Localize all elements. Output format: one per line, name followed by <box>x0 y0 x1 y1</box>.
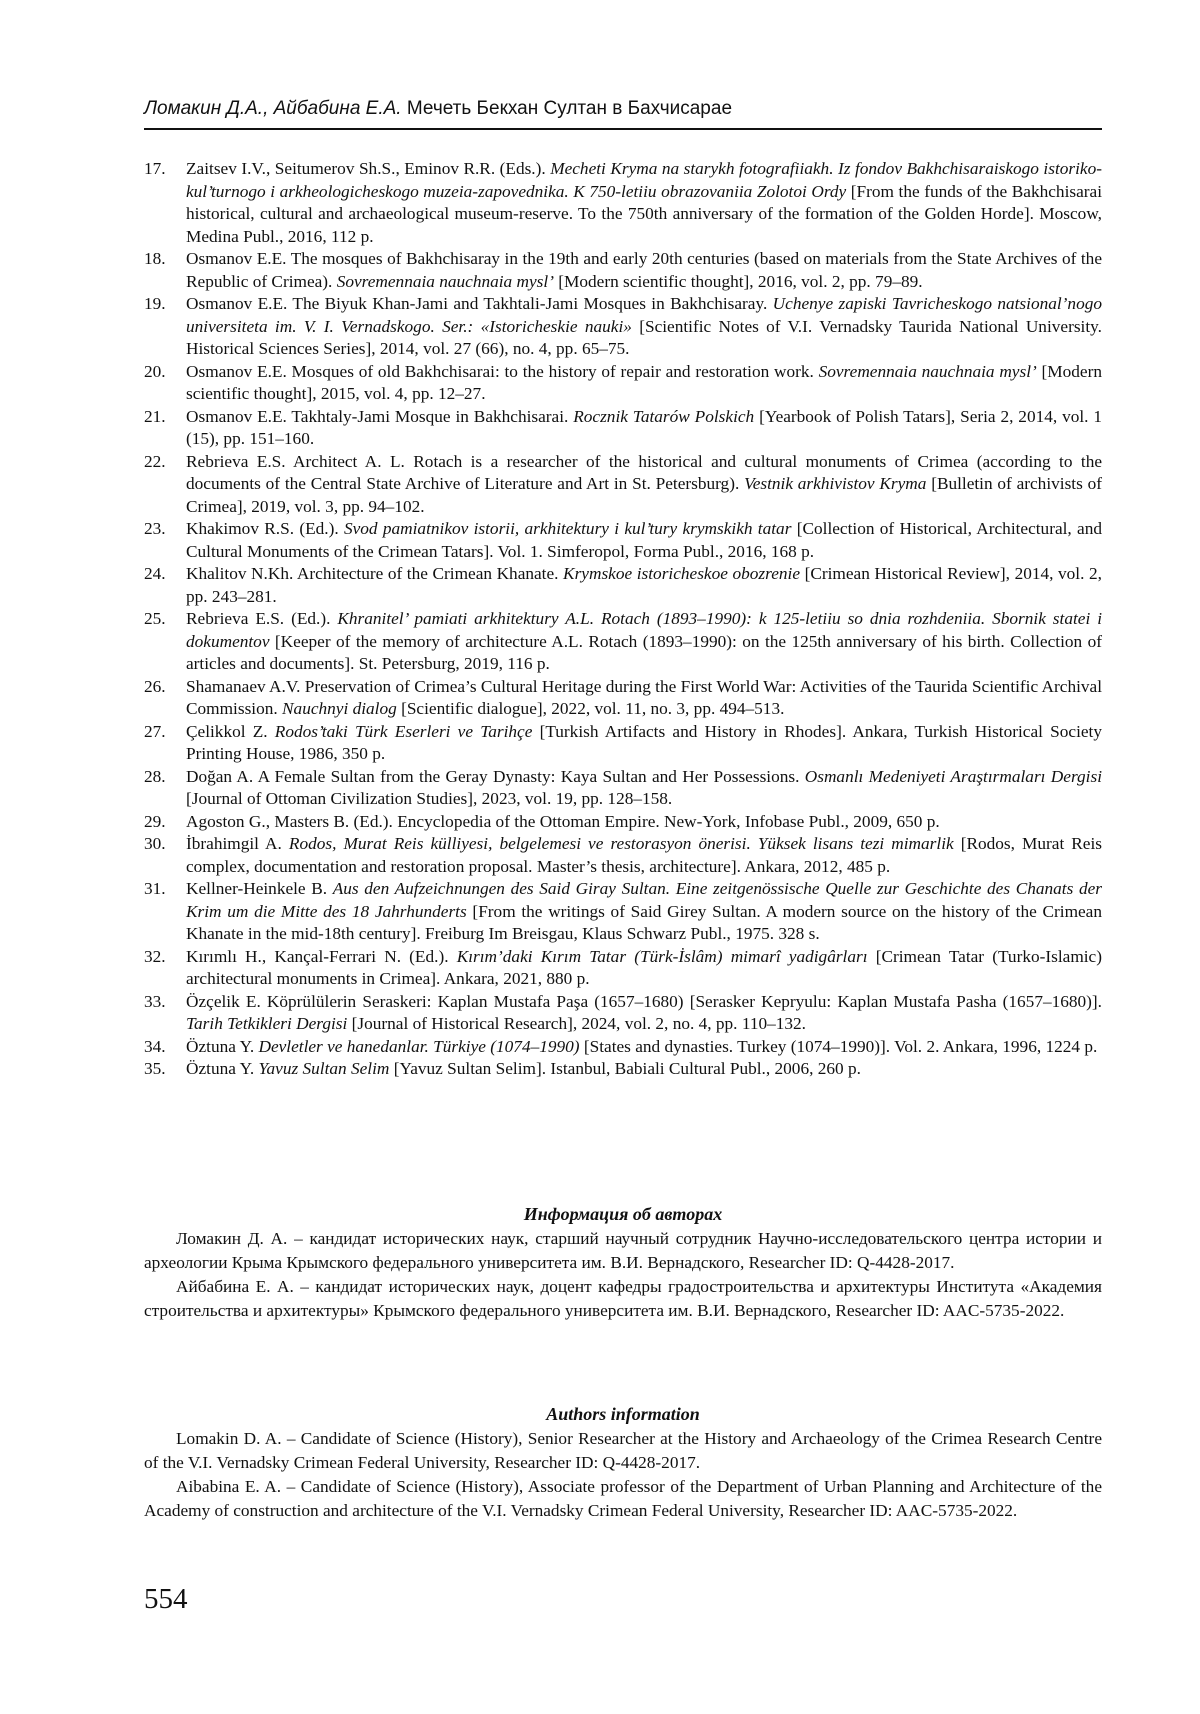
reference-details: [Journal of Historical Research], 2024, vol. 2, no. 4, pp. 110–132. <box>347 1014 806 1033</box>
header-title: Мечеть Бекхан Султан в Бахчисарае <box>406 98 733 119</box>
reference-source: Khranitel’ pamiati arkhitektury A.L. Rotach (1893–1990): k 125-letiiu so dnia rozhdeniia. Sbornik statei i dokumentov <box>186 609 1102 651</box>
references-list <box>144 158 1102 1081</box>
reference-number: 27. <box>144 721 166 741</box>
reference-item <box>144 833 1102 878</box>
reference-source: Nauchnyi dialog <box>282 699 397 718</box>
reference-details: [From the writings of Said Girey Sultan. A modern source on the history of the Crimean Khanate in the mid-18th century]. Freiburg Im Breisgau, Klaus Schwarz Publ., 1975. 328 s. <box>186 901 1102 943</box>
reference-number: 20. <box>144 361 166 381</box>
reference-text: Khakimov R.S. (Ed.). <box>186 519 344 538</box>
reference-text: Osmanov E.E. The mosques of Bakhchisaray in the 19th and early 20th centuries (based on materials from the State Archives of the Republic of Crimea). <box>186 249 1102 291</box>
reference-text: Doğan A. A Female Sultan from the Geray Dynasty: Kaya Sultan and Her Possessions. <box>186 766 805 786</box>
reference-source: Rocznik Tatarów Polskich <box>573 406 755 426</box>
authors-info-ru <box>144 1202 1102 1323</box>
reference-number: 24. <box>144 564 166 583</box>
reference-item <box>144 946 1102 991</box>
reference-text: Khalitov N.Kh. Architecture of the Crimean Khanate. <box>186 564 564 583</box>
reference-number: 26. <box>144 676 166 696</box>
reference-item <box>144 721 1102 766</box>
reference-source: Sovremennaia nauchnaia mysl’ <box>336 271 554 291</box>
reference-item <box>144 158 1102 248</box>
reference-number: 30. <box>144 834 166 853</box>
reference-number: 33. <box>144 991 166 1011</box>
reference-item <box>144 766 1102 811</box>
running-header <box>144 96 1102 130</box>
reference-number: 34. <box>144 1036 166 1056</box>
reference-item <box>144 451 1102 519</box>
reference-text: Öztuna Y. <box>186 1059 259 1078</box>
header-authors: Ломакин Д.А., Айбабина Е.А. <box>144 98 402 119</box>
reference-item <box>144 1058 1102 1081</box>
reference-text: Zaitsev I.V., Seitumerov Sh.S., Eminov R.R. (Eds.). <box>186 159 551 178</box>
reference-item <box>144 608 1102 676</box>
author-2-info-en: Aibabina E. A. – Candidate of Science (History), Associate professor of the Department of Urban Planning and Architecture of the Academy of construction and architecture of the V.I. Vernadsky Crimean Federal University, Researcher ID: AAC-5735-2022. <box>144 1477 1102 1520</box>
reference-details: [Modern scientific thought], 2015, vol. 4, pp. 12–27. <box>186 361 1103 403</box>
reference-source: Mecheti Kryma na starykh fotografiiakh. Iz fondov Bakhchisaraiskogo istoriko-kul’turnogo i arkheologicheskogo muzeia-zapovednika. K 750-letiiu obrazovaniia Zolotoi Ordy <box>186 159 1102 201</box>
reference-item <box>144 406 1102 451</box>
reference-text: Agoston G., Masters B. (Ed.). Encyclopedia of the Ottoman Empire. New-York, Infobase Publ., 2009, 650 p. <box>186 811 940 831</box>
reference-number: 21. <box>144 406 166 426</box>
reference-number: 31. <box>144 879 166 898</box>
reference-source: Yavuz Sultan Selim <box>258 1059 390 1078</box>
reference-text: Osmanov E.E. Takhtaly-Jami Mosque in Bakhchisarai. <box>186 406 574 426</box>
reference-source: Osmanlı Medeniyeti Araştırmaları Dergisi <box>804 766 1102 786</box>
reference-number: 29. <box>144 811 166 831</box>
reference-number: 19. <box>144 294 166 313</box>
reference-details: [Yearbook of Polish Tatars], Seria 2, 2014, vol. 1 (15), pp. 151–160. <box>186 406 1102 448</box>
reference-text: Kırımlı H., Kançal-Ferrari N. (Ed.). <box>186 946 457 966</box>
reference-details: [Modern scientific thought], 2016, vol. 2, pp. 79–89. <box>553 271 923 291</box>
reference-item <box>144 518 1102 563</box>
reference-text: Shamanaev A.V. Preservation of Crimea’s Cultural Heritage during the First World War: Activities of the Taurida Scientific Archival Commission. <box>186 676 1102 718</box>
reference-text: Öztuna Y. <box>186 1036 259 1056</box>
author-1-info-ru: Ломакин Д. А. – кандидат исторических наук, старший научный сотрудник Научно-исследовательского центра истории и археологии Крыма Крымского федерального университета им. В.И. Вернадского, Researcher ID: Q-4428-2017. <box>144 1229 1102 1272</box>
authors-info-en-heading: Authors information <box>546 1404 700 1424</box>
reference-text: Çelikkol Z. <box>186 721 275 741</box>
reference-source: Kırım’daki Kırım Tatar (Türk-İslâm) mimarî yadigârları <box>456 946 868 966</box>
reference-details: [Turkish Artifacts and History in Rhodes]. Ankara, Turkish Historical Society Printing House, 1986, 350 p. <box>186 721 1102 763</box>
reference-source: Rodos’taki Türk Eserleri ve Tarihçe <box>274 721 533 741</box>
reference-text: Özçelik E. Köprülülerin Seraskeri: Kaplan Mustafa Paşa (1657–1680) [Serasker Kepryulu: Kaplan Mustafa Pasha (1657–1680)]. <box>186 991 1102 1011</box>
reference-item <box>144 878 1102 946</box>
reference-details: [Yavuz Sultan Selim]. Istanbul, Babiali Cultural Publ., 2006, 260 p. <box>389 1059 861 1078</box>
author-1-info-en: Lomakin D. A. – Candidate of Science (History), Senior Researcher at the History and Archaeology of the Crimea Research Centre of the V.I. Vernadsky Crimean Federal University, Researcher ID: Q-4428-2017. <box>144 1429 1102 1472</box>
reference-number: 17. <box>144 159 166 178</box>
reference-number: 35. <box>144 1059 166 1078</box>
reference-details: [From the funds of the Bakhchisarai historical, cultural and archaeological museum-reserve. To the 750th anniversary of the formation of the Golden Horde]. Moscow, Medina Publ., 2016, 112 p. <box>186 181 1102 246</box>
reference-source: Uchenye zapiski Tavricheskogo natsional’nogo universiteta im. V. I. Vernadskogo. Ser.: «Istoricheskie nauki» <box>186 294 1102 336</box>
reference-number: 25. <box>144 609 166 628</box>
reference-details: [Scientific Notes of V.I. Vernadsky Taurida National University. Historical Sciences Series], 2014, vol. 27 (66), no. 4, pp. 65–75. <box>186 316 1102 358</box>
reference-item <box>144 676 1102 721</box>
reference-source: Rodos, Murat Reis külliyesi, belgelemesi ve restorasyon önerisi. Yüksek lisans tezi mimarlik <box>288 834 954 853</box>
reference-details: [Rodos, Murat Reis complex, documentation and restoration proposal. Master’s thesis, architecture]. Ankara, 2012, 485 p. <box>186 834 1103 876</box>
reference-source: Vestnik arkhivistov Kryma <box>744 474 927 493</box>
reference-details: [States and dynasties. Turkey (1074–1990)]. Vol. 2. Ankara, 1996, 1224 p. <box>579 1036 1098 1056</box>
reference-text: Kellner-Heinkele B. <box>186 879 333 898</box>
reference-source: Tarih Tetkikleri Dergisi <box>186 1014 348 1033</box>
reference-item <box>144 248 1102 293</box>
reference-details: [Keeper of the memory of architecture A.L. Rotach (1893–1990): on the 125th anniversary of his birth. Collection of articles and documents]. St. Petersburg, 2019, 116 p. <box>186 631 1102 673</box>
reference-text: İbrahimgil A. <box>186 834 289 853</box>
reference-number: 18. <box>144 249 166 268</box>
reference-number: 23. <box>144 519 166 538</box>
reference-details: [Crimean Historical Review], 2014, vol. 2, pp. 243–281. <box>186 564 1102 606</box>
reference-source: Sovremennaia nauchnaia mysl’ <box>818 361 1037 381</box>
reference-source: Krymskoe istoricheskoe obozrenie <box>563 564 800 583</box>
reference-text: Osmanov E.E. Mosques of old Bakhchisarai: to the history of repair and restoration work. <box>186 361 819 381</box>
author-2-info-ru: Айбабина Е. А. – кандидат исторических наук, доцент кафедры градостроительства и архитектуры Института «Академия строительства и архитектуры» Крымского федерального университета им. В.И. Вернадского, Researcher ID: AAC-5735-2022. <box>144 1277 1102 1320</box>
reference-details: [Bulletin of archivists of Crimea], 2019, vol. 3, pp. 94–102. <box>186 474 1102 516</box>
reference-source: Svod pamiatnikov istorii, arkhitektury i kul’tury krymskikh tatar <box>343 519 792 538</box>
reference-text: Rebrieva E.S. (Ed.). <box>186 609 338 628</box>
authors-info-en <box>144 1402 1102 1523</box>
reference-source: Devletler ve hanedanlar. Türkiye (1074–1990) <box>258 1036 580 1056</box>
page-number: 554 <box>144 1583 188 1615</box>
reference-details: [Crimean Tatar (Turko-Islamic) architectural monuments in Crimea]. Ankara, 2021, 880 p. <box>186 946 1102 988</box>
reference-number: 28. <box>144 766 166 786</box>
reference-item <box>144 361 1102 406</box>
reference-details: [Journal of Ottoman Civilization Studies], 2023, vol. 19, pp. 128–158. <box>186 789 673 808</box>
reference-text: Rebrieva E.S. Architect A. L. Rotach is a researcher of the historical and cultural monuments of Crimea (according to the documents of the Central State Archive of Literature and Art in St. Petersburg). <box>186 451 1102 493</box>
reference-item <box>144 811 1102 834</box>
authors-info-ru-heading: Информация об авторах <box>523 1204 723 1224</box>
reference-text: Osmanov E.E. The Biyuk Khan-Jami and Takhtali-Jami Mosques in Bakhchisaray. <box>186 294 773 313</box>
reference-details: [Collection of Historical, Architectural, and Cultural Monuments of the Crimean Tatars]. Vol. 1. Simferopol, Forma Publ., 2016, 168 p. <box>186 519 1102 561</box>
reference-number: 22. <box>144 451 166 471</box>
reference-source: Aus den Aufzeichnungen des Said Giray Sultan. Eine zeitgenössische Quelle zur Geschichte des Chanats der Krim um die Mitte des 18 Jahrhunderts <box>186 879 1102 921</box>
reference-details: [Scientific dialogue], 2022, vol. 11, no. 3, pp. 494–513. <box>396 699 785 718</box>
reference-item <box>144 991 1102 1036</box>
reference-item <box>144 563 1102 608</box>
reference-item <box>144 1036 1102 1059</box>
reference-item <box>144 293 1102 361</box>
reference-number: 32. <box>144 946 166 966</box>
